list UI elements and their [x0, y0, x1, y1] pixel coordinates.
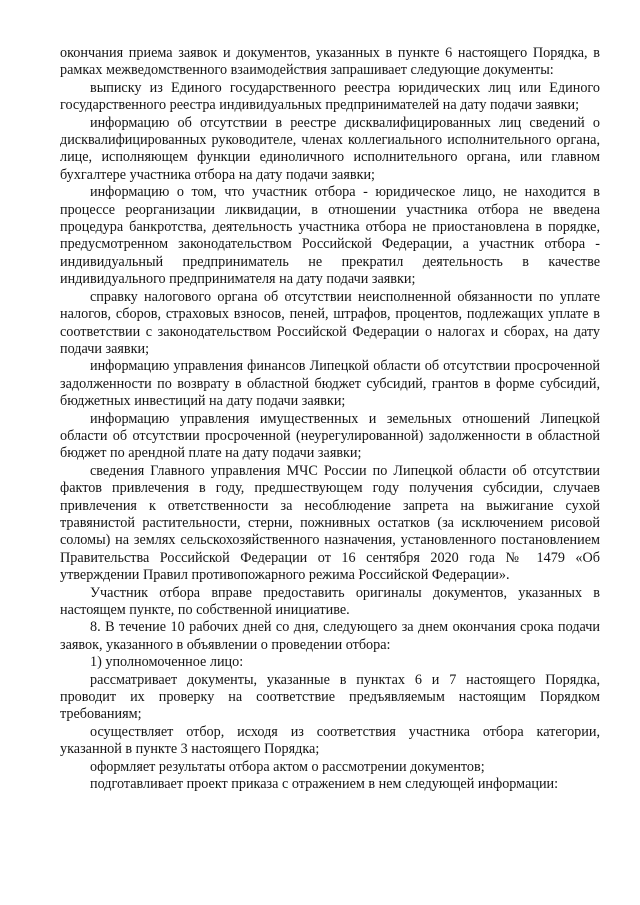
paragraph-finance-department-info: информацию управления финансов Липецкой области об отсутствии просроченной задолженности по возврату в областной бюджет субсидий, грантов в форме субсидий, бюджетных инвестиций на дату подачи заявки;	[60, 358, 600, 410]
paragraph-tax-certificate: справку налогового органа об отсутствии неисполненной обязанности по уплате налогов, сборов, страховых взносов, пеней, штрафов, процентов, подлежащих уплате в соответствии с законодательством Российской Федерации о налогах и сборах, на дату подачи заявки;	[60, 288, 600, 357]
document-page	[60, 45, 600, 793]
paragraph-formalizes-results: оформляет результаты отбора актом о рассмотрении документов;	[90, 758, 485, 775]
paragraph-reorganization-info: информацию о том, что участник отбора - юридическое лицо, не находится в процессе реорганизации ликвидации, в отношении участника отбора не введена процедура банкротства, деятельность участника отбора не приостановлена в порядке, предусмотренном законодательством Российской Федерации, а участник отбора - индивидуальный предприниматель не прекратил деятельность в качестве индивидуального предпринимателя на дату подачи заявки;	[60, 184, 600, 288]
paragraph-emergency-ministry-info: сведения Главного управления МЧС России по Липецкой области об отсутствии фактов привлечения в году, предшествующем году получения субсидии, случаев привлечения к ответственности за несоблюдение запрета на выжигание сухой травянистой растительности, стерни, пожнивных остатков (за исключением рисовой соломы) на землях сельскохозяйственного назначения, установленного постановлением Правительства Российской Федерации от 16 сентября 2020 года № 1479 «Об утверждении Правил противопожарного режима Российской Федерации».	[60, 462, 600, 584]
paragraph-disqualified-persons: информацию об отсутствии в реестре дисквалифицированных лиц сведений о дисквалифицированных руководителе, членах коллегиального исполнительного органа, лице, исполняющем функции единоличного исполнительного органа, или главном бухгалтере участника отбора на дату подачи заявки;	[60, 114, 600, 183]
paragraph-continuation: окончания приема заявок и документов, указанных в пункте 6 настоящего Порядка, в рамках межведомственного взаимодействия запрашивает следующие документы:	[60, 45, 600, 79]
paragraph-item-8: 8. В течение 10 рабочих дней со дня, следующего за днем окончания срока подачи заявок, указанного в объявлении о проведении отбора:	[60, 619, 600, 653]
paragraph-subitem-1: 1) уполномоченное лицо:	[90, 654, 244, 671]
paragraph-egrul-extract: выписку из Единого государственного реестра юридических лиц или Единого государственного реестра индивидуальных предпринимателей на дату подачи заявки;	[60, 79, 600, 114]
paragraph-originals-right: Участник отбора вправе предоставить оригиналы документов, указанных в настоящем пункте, по собственной инициативе.	[60, 584, 600, 618]
paragraph-performs-selection: осуществляет отбор, исходя из соответствия участника отбора категории, указанной в пункте 3 настоящего Порядка;	[60, 723, 600, 758]
paragraph-prepares-order: подготавливает проект приказа с отражением в нем следующей информации:	[90, 776, 559, 793]
paragraph-property-department-info: информацию управления имущественных и земельных отношений Липецкой области об отсутствии просроченной (неурегулированной) задолженности в областной бюджет по арендной плате на дату подачи заявки;	[60, 410, 600, 462]
paragraph-reviews-documents: рассматривает документы, указанные в пунктах 6 и 7 настоящего Порядка, проводит их проверку на соответствие предъявляемым настоящим Порядком требованиям;	[60, 671, 600, 723]
